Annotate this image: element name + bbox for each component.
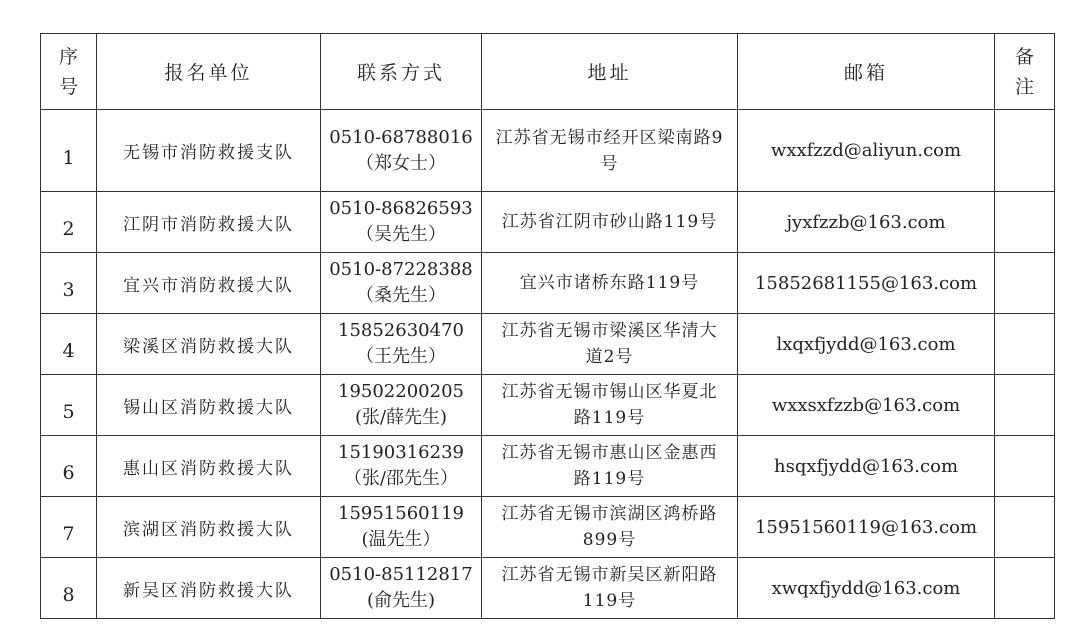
row-person: (张/薛先生) [354,407,448,428]
header-seq [41,34,97,110]
table-row [41,436,1055,497]
row-address: 江苏省无锡市滨湖区鸿桥路899号 [482,497,738,558]
row-unit: 宜兴市消防救援大队 [97,253,321,314]
row-unit: 江阴市消防救援大队 [97,192,321,253]
header-note-line1: 备 [1014,45,1034,68]
row-note [995,497,1055,558]
row-address: 江苏省无锡市经开区梁南路9号 [482,110,738,192]
row-address: 江苏省无锡市锡山区华夏北路119号 [482,375,738,436]
row-email: xwqxfjydd@163.com [738,558,995,619]
table-row [41,314,1055,375]
row-unit: 梁溪区消防救援大队 [97,314,321,375]
row-phone: 0510-87228388 [329,259,473,280]
row-email: wxxfzzd@aliyun.com [738,110,995,192]
row-note [995,436,1055,497]
row-phone: 19502200205 [338,381,464,402]
row-email: 15852681155@163.com [738,253,995,314]
row-person: （郑女士） [356,152,446,174]
row-person: （桑先生） [356,285,446,306]
header-seq-line1: 序 [58,45,78,68]
row-contact [321,558,482,619]
header-email: 邮箱 [738,34,995,110]
row-note [995,314,1055,375]
row-phone: 0510-68788016 [329,126,473,148]
row-seq: 7 [41,497,97,558]
row-unit: 惠山区消防救援大队 [97,436,321,497]
row-address: 江苏省无锡市梁溪区华清大道2号 [482,314,738,375]
row-unit: 无锡市消防救援支队 [97,110,321,192]
row-seq: 6 [41,436,97,497]
row-address: 宜兴市诸桥东路119号 [482,253,738,314]
row-contact [321,253,482,314]
table-row [41,558,1055,619]
row-phone: 0510-86826593 [329,198,473,219]
row-contact [321,314,482,375]
row-phone: 15852630470 [338,320,464,341]
table-row [41,253,1055,314]
table-row [41,192,1055,253]
table-row [41,497,1055,558]
row-seq: 8 [41,558,97,619]
row-person: (俞先生) [366,590,436,611]
table-body [41,110,1055,619]
row-note [995,375,1055,436]
row-seq: 5 [41,375,97,436]
row-person: (温先生） [361,529,441,550]
row-email: 15951560119@163.com [738,497,995,558]
table-row [41,375,1055,436]
header-address: 地址 [482,34,738,110]
row-unit: 新吴区消防救援大队 [97,558,321,619]
row-note [995,253,1055,314]
header-contact: 联系方式 [321,34,482,110]
row-email: lxqxfjydd@163.com [738,314,995,375]
row-address: 江苏省无锡市新吴区新阳路119号 [482,558,738,619]
row-email: hsqxfjydd@163.com [738,436,995,497]
row-note [995,558,1055,619]
row-unit: 锡山区消防救援大队 [97,375,321,436]
row-email: jyxfzzb@163.com [738,192,995,253]
row-contact [321,192,482,253]
row-address: 江苏省江阴市砂山路119号 [482,192,738,253]
row-phone: 0510-85112817 [329,564,473,585]
row-person: （张/邵先生） [343,468,459,489]
row-contact [321,110,482,192]
header-seq-line2: 号 [58,75,78,98]
row-note [995,192,1055,253]
row-address: 江苏省无锡市惠山区金惠西路119号 [482,436,738,497]
row-person: （吴先生） [356,224,446,245]
row-contact [321,375,482,436]
header-row [41,34,1055,110]
row-seq: 3 [41,253,97,314]
table-row [41,110,1055,192]
header-note-line2: 注 [1014,75,1034,98]
row-note [995,110,1055,192]
header-note [995,34,1055,110]
row-phone: 15951560119 [338,503,464,524]
row-email: wxxsxfzzb@163.com [738,375,995,436]
row-person: （王先生） [356,346,446,367]
registration-table [40,33,1055,619]
row-unit: 滨湖区消防救援大队 [97,497,321,558]
row-seq: 4 [41,314,97,375]
row-seq: 1 [41,110,97,192]
row-contact [321,497,482,558]
row-contact [321,436,482,497]
row-phone: 15190316239 [338,442,464,463]
row-seq: 2 [41,192,97,253]
header-unit: 报名单位 [97,34,321,110]
